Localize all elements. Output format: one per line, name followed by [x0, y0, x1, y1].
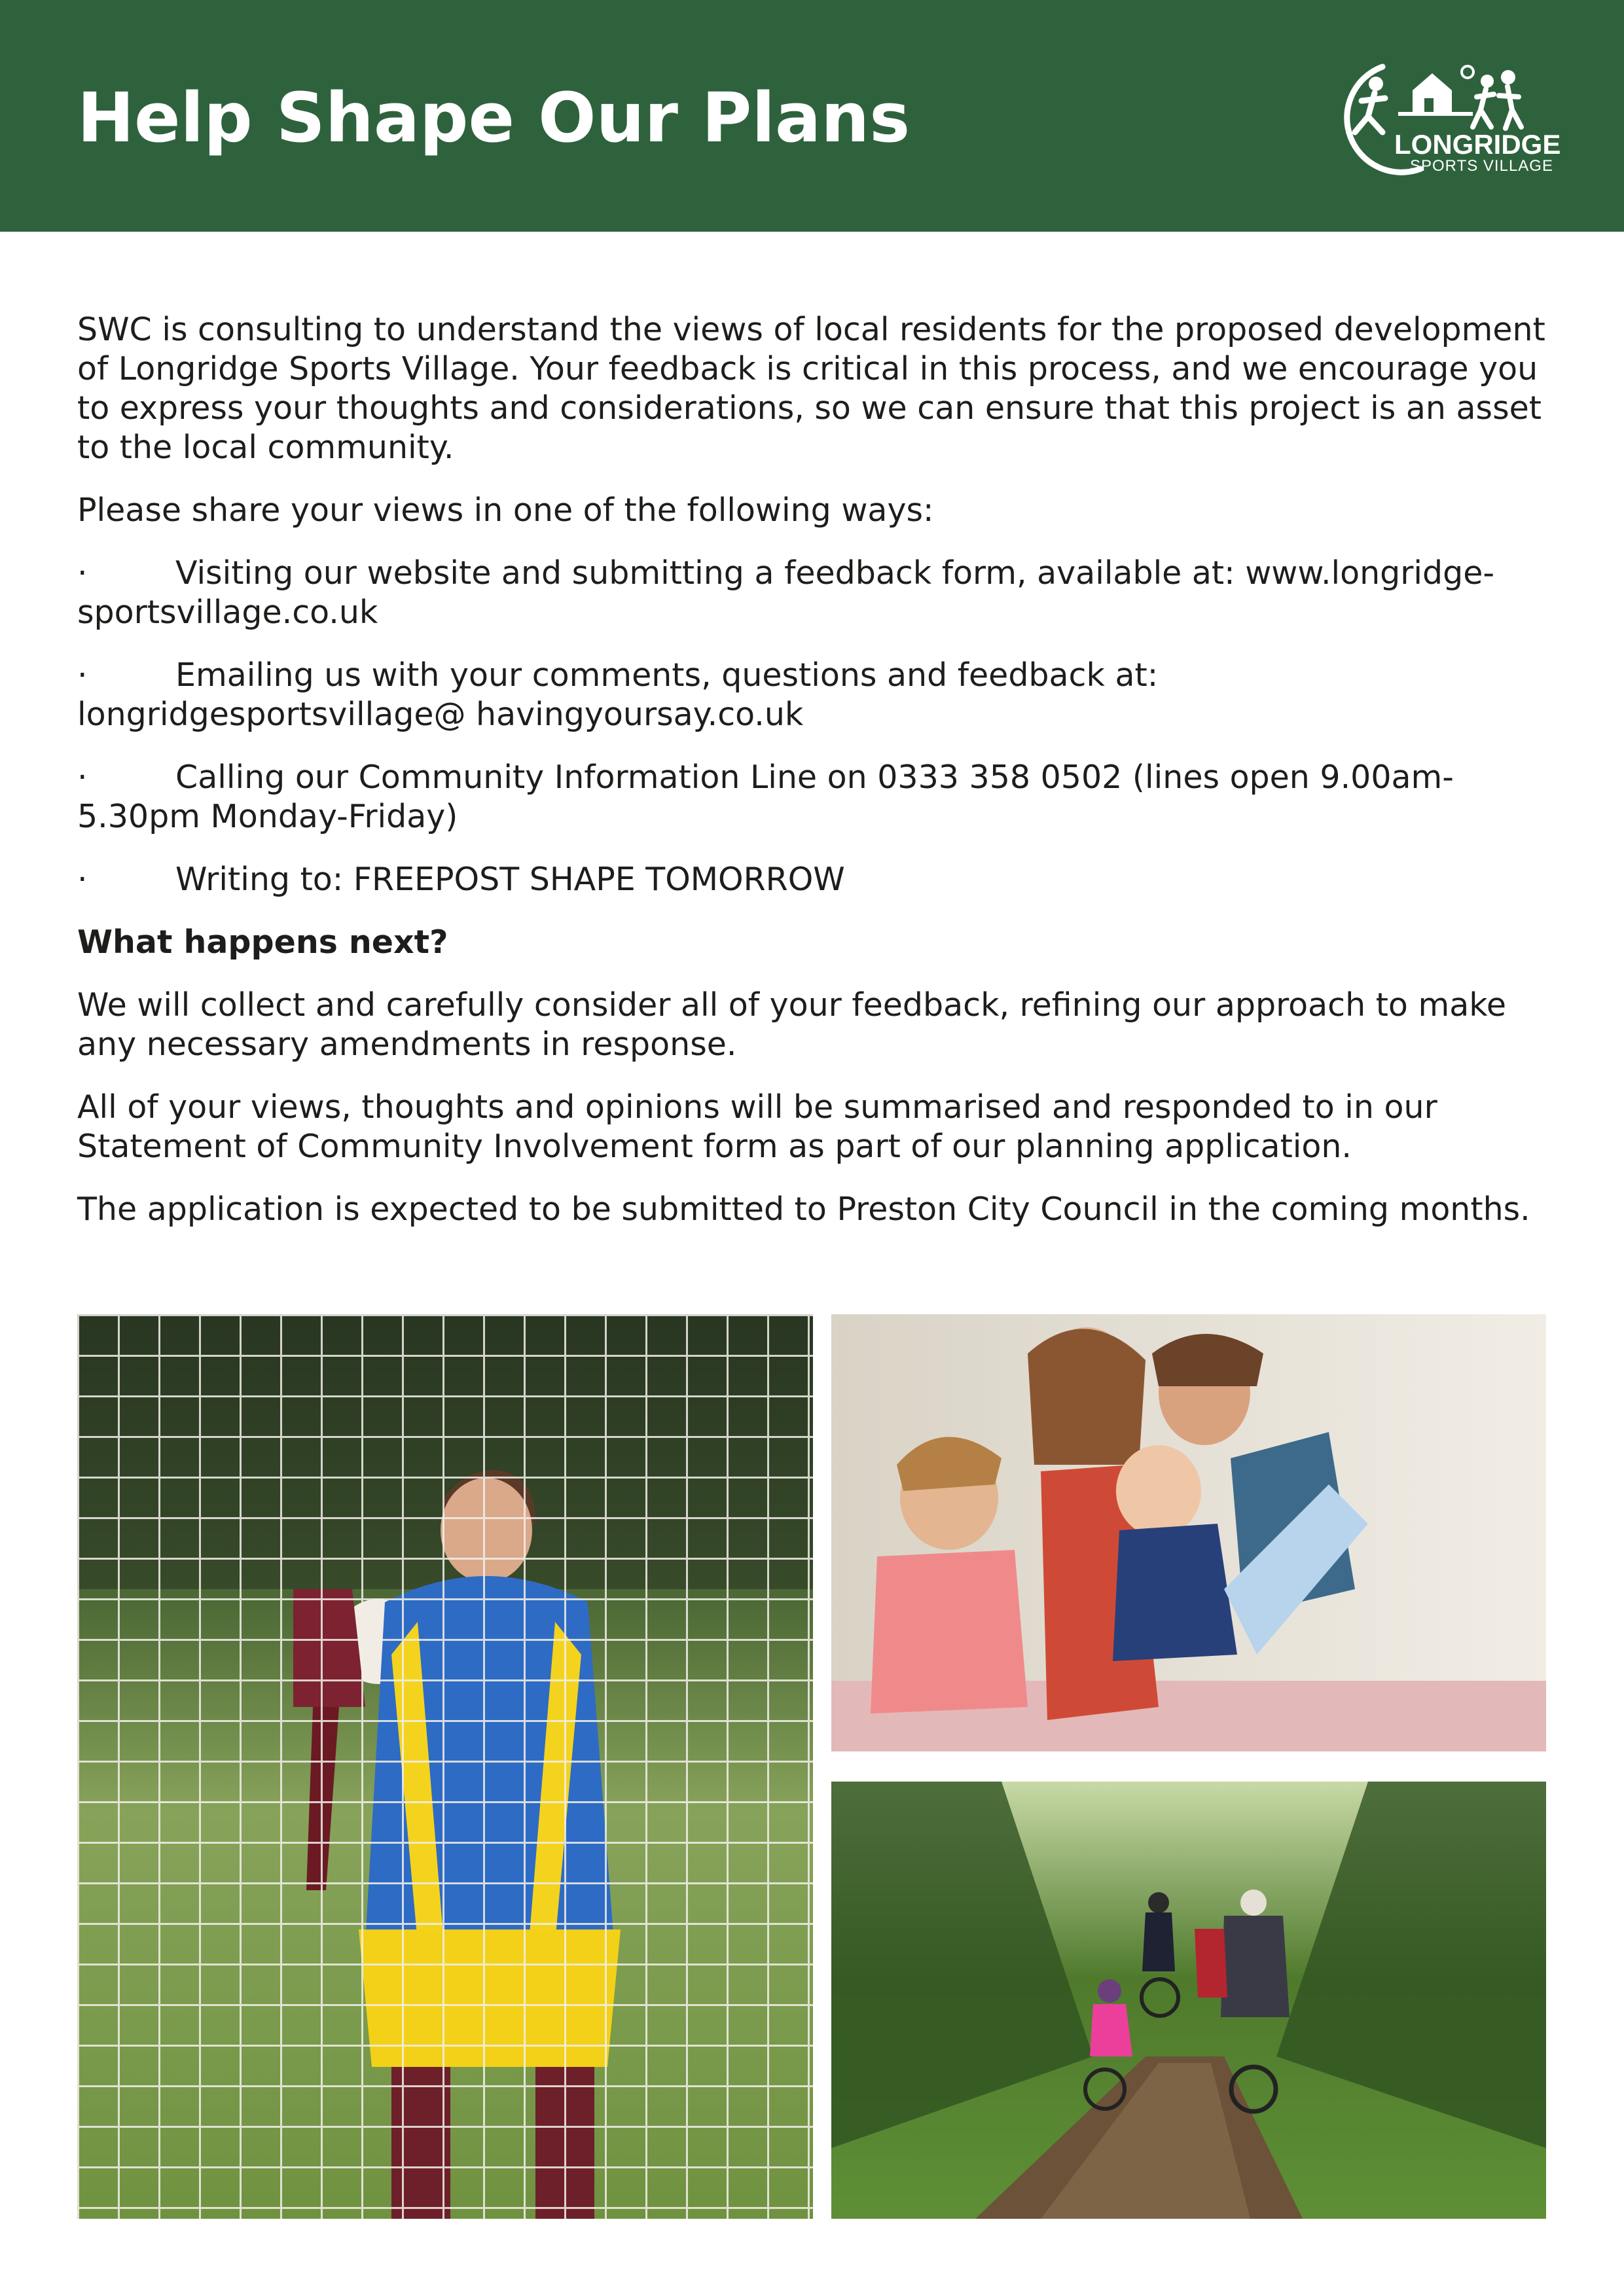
- family-cycling-photo: [831, 1782, 1546, 2219]
- list-item-phone: [77, 758, 1550, 836]
- bullet-icon: ·: [77, 554, 88, 592]
- intro-paragraph: SWC is consulting to understand the views of local residents for the proposed development of Longridge Sports Village. Your feedback is critical in this process, and we encourage you to express your thoughts and considerations, so we can ensure that this project is an asset to the local community.: [77, 311, 1545, 466]
- page-title: Help Shape Our Plans: [77, 78, 911, 158]
- list-item-post: [77, 860, 1550, 899]
- bullet-text: Emailing us with your comments, questions and feedback at: longridgesportsvillage@ havingyoursay.co.uk: [77, 656, 1159, 733]
- bullet-icon: ·: [77, 759, 88, 796]
- bullet-text: Visiting our website and submitting a feedback form, available at: www.longridge-sportsvillage.co.uk: [77, 554, 1495, 631]
- logo-wordmark: LONGRIDGE: [1394, 129, 1561, 160]
- bullet-text: Writing to: FREEPOST SHAPE TOMORROW: [175, 861, 845, 898]
- goalkeeper-photo: [77, 1314, 813, 2219]
- bullet-icon: ·: [77, 861, 88, 898]
- bullet-icon: ·: [77, 656, 88, 694]
- next-paragraph: We will collect and carefully consider all of your feedback, refining our approach to make any necessary amendments in response.: [77, 986, 1507, 1063]
- ways-intro: Please share your views in one of the following ways:: [77, 492, 934, 529]
- bullet-text: Calling our Community Information Line on 0333 358 0502 (lines open 9.00am-5.30pm Monday-Friday): [77, 759, 1454, 835]
- section-heading: What happens next?: [77, 924, 448, 961]
- longridge-sports-village-logo: [1322, 59, 1561, 177]
- next-paragraph: All of your views, thoughts and opinions will be summarised and responded to in our Statement of Community Involvement form as part of our planning application.: [77, 1088, 1437, 1165]
- list-item-website: [77, 554, 1550, 632]
- family-reading-photo: [831, 1314, 1546, 1751]
- main-content: [77, 310, 1550, 1253]
- header-banner: [0, 0, 1624, 232]
- next-paragraph: The application is expected to be submitted to Preston City Council in the coming months.: [77, 1191, 1530, 1228]
- list-item-email: [77, 656, 1550, 734]
- logo-subtitle: SPORTS VILLAGE: [1410, 157, 1553, 175]
